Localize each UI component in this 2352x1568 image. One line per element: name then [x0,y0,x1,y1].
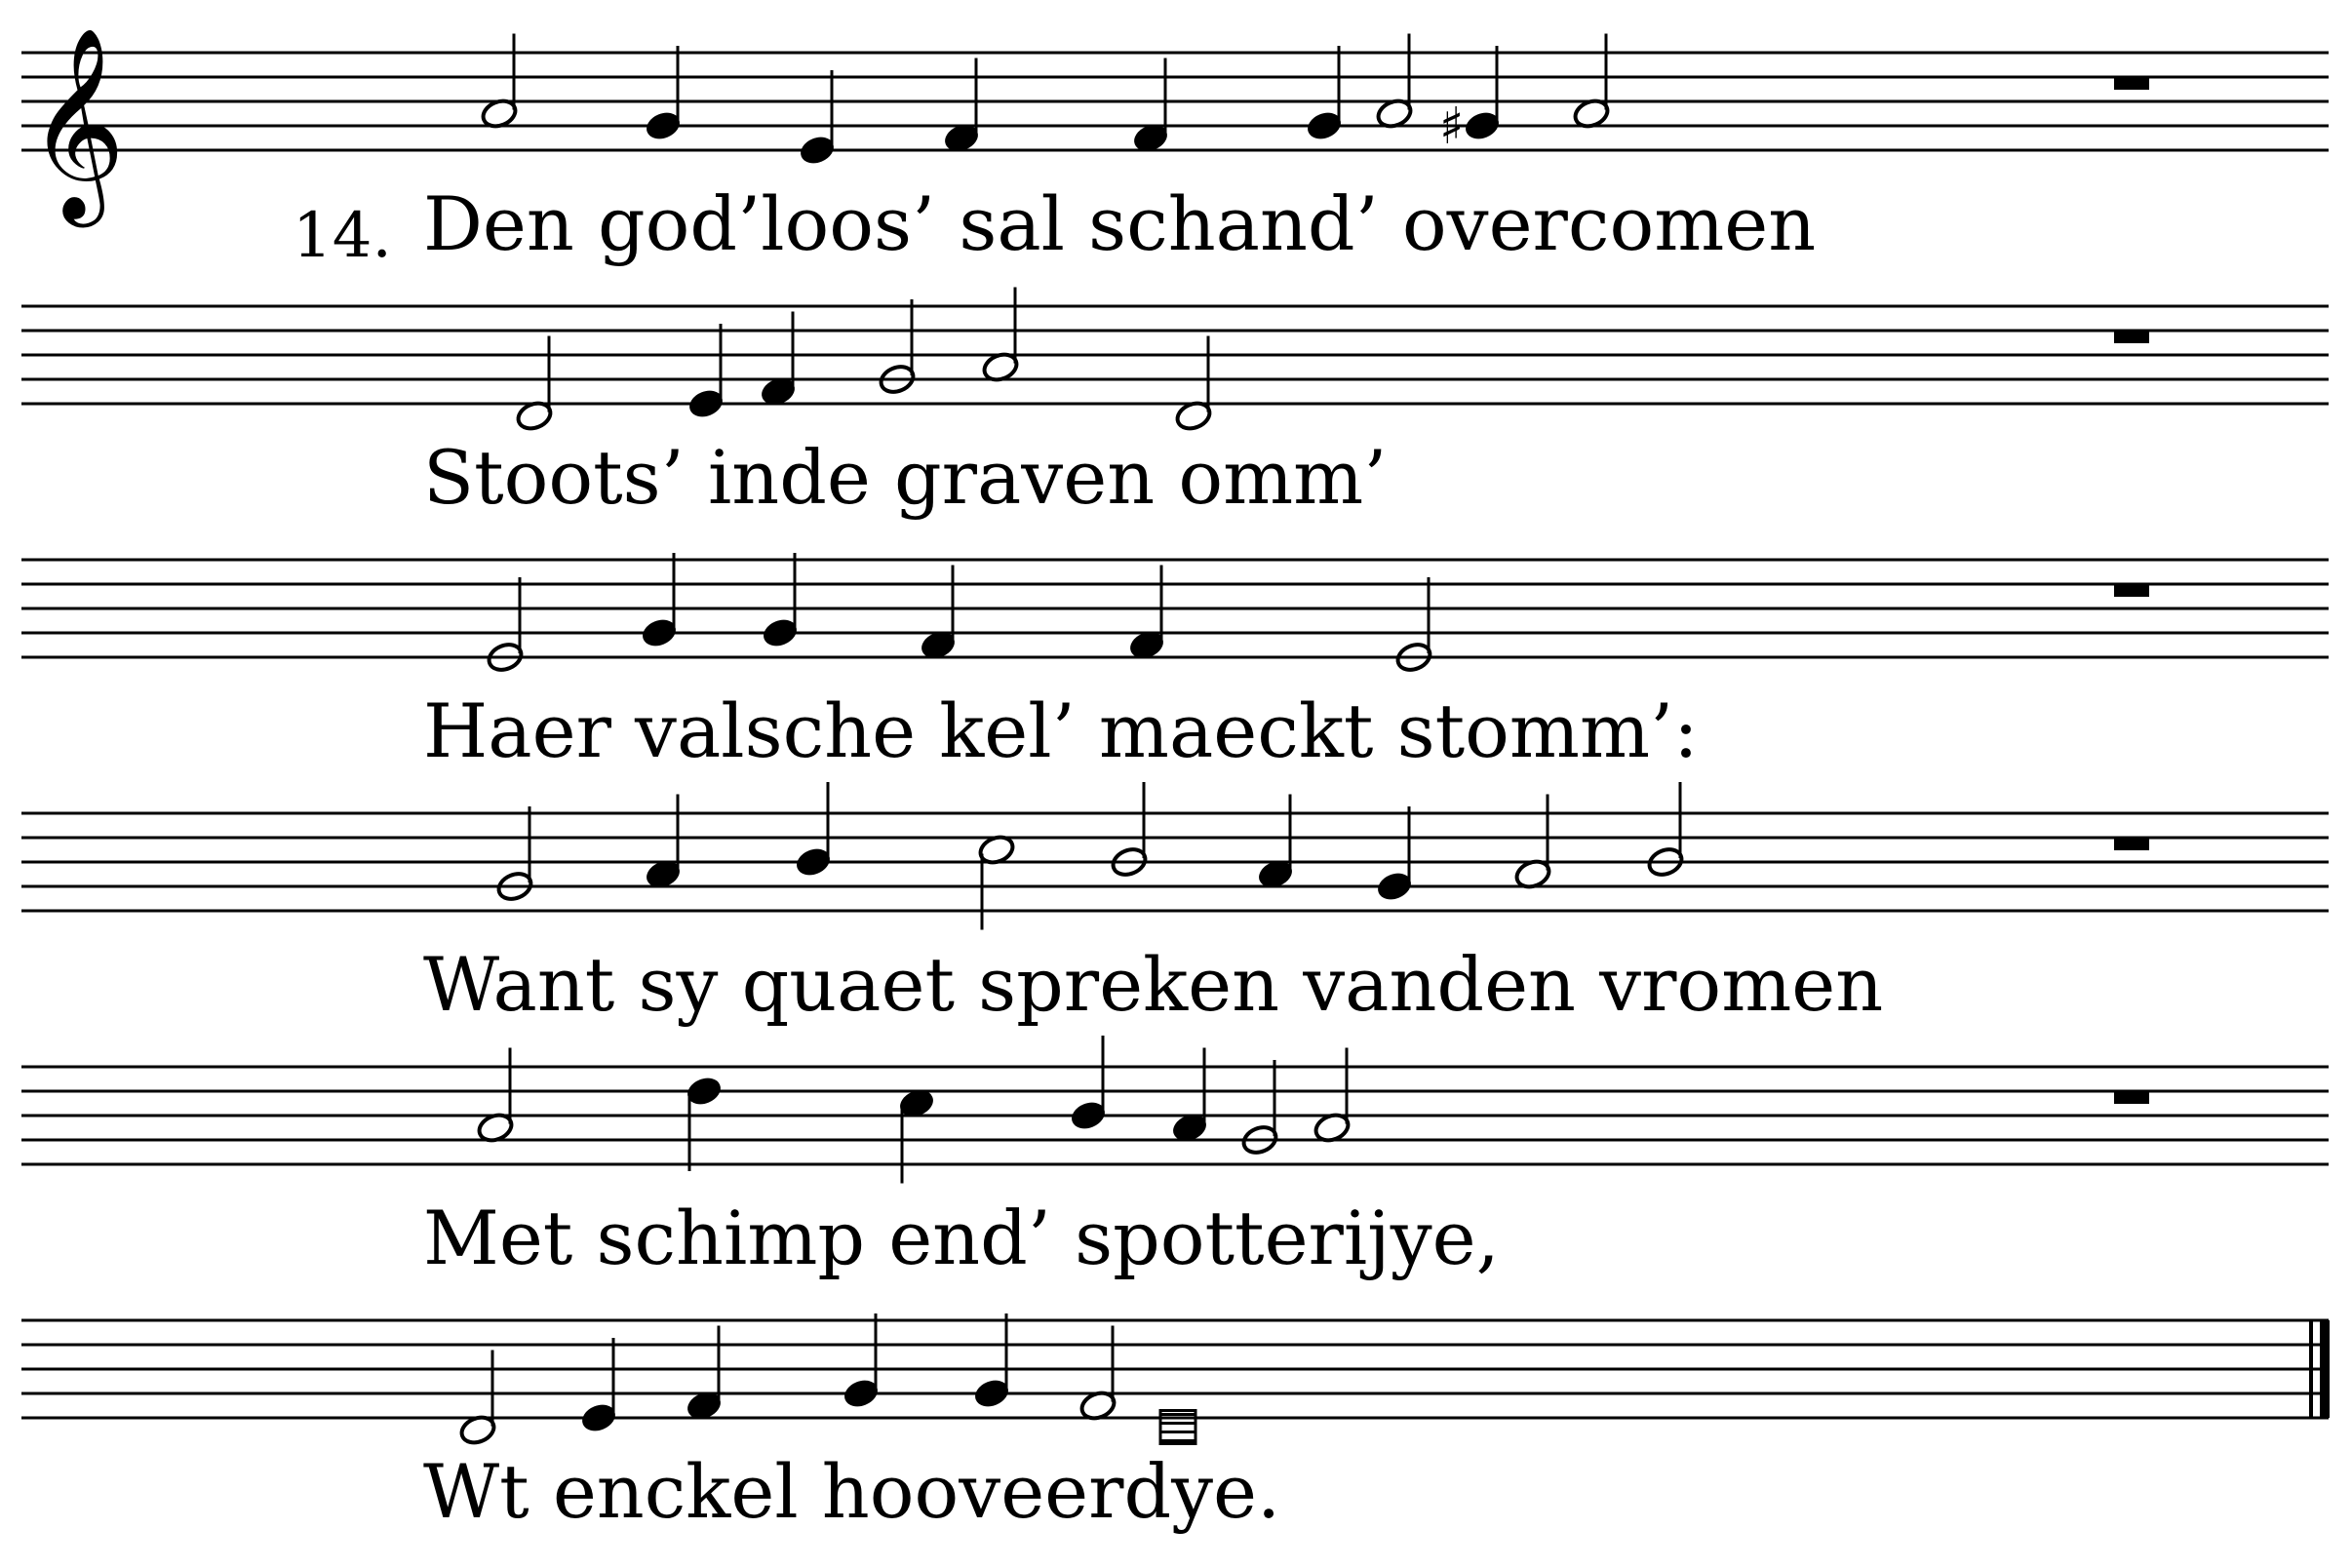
lyric-line-6: Wt enckel hooveerdye. [423,1448,1281,1535]
half-rest-icon [2114,584,2149,597]
lyric-line-4: Want sy quaet spreken vanden vromen [423,941,1884,1028]
treble-clef-icon: 𝄞 [27,26,126,219]
lyric-line-3: Haer valsche kel’ maeckt stomm’: [423,687,1699,774]
half-rest-icon [2114,331,2149,343]
lyric-line-2: Stoots’ inde graven omm’ [423,434,1388,521]
half-rest-icon [2114,77,2149,90]
verse-number: 14. [293,200,392,272]
sharp-icon: ♯ [1439,98,1465,156]
half-rest-icon [2114,838,2149,850]
lyric-line-5: Met schimp end’ spotterijye, [423,1195,1500,1281]
half-rest-icon [2114,1091,2149,1104]
lyric-line-1: Den god’loos’ sal schand’ overcomen [423,180,1817,267]
